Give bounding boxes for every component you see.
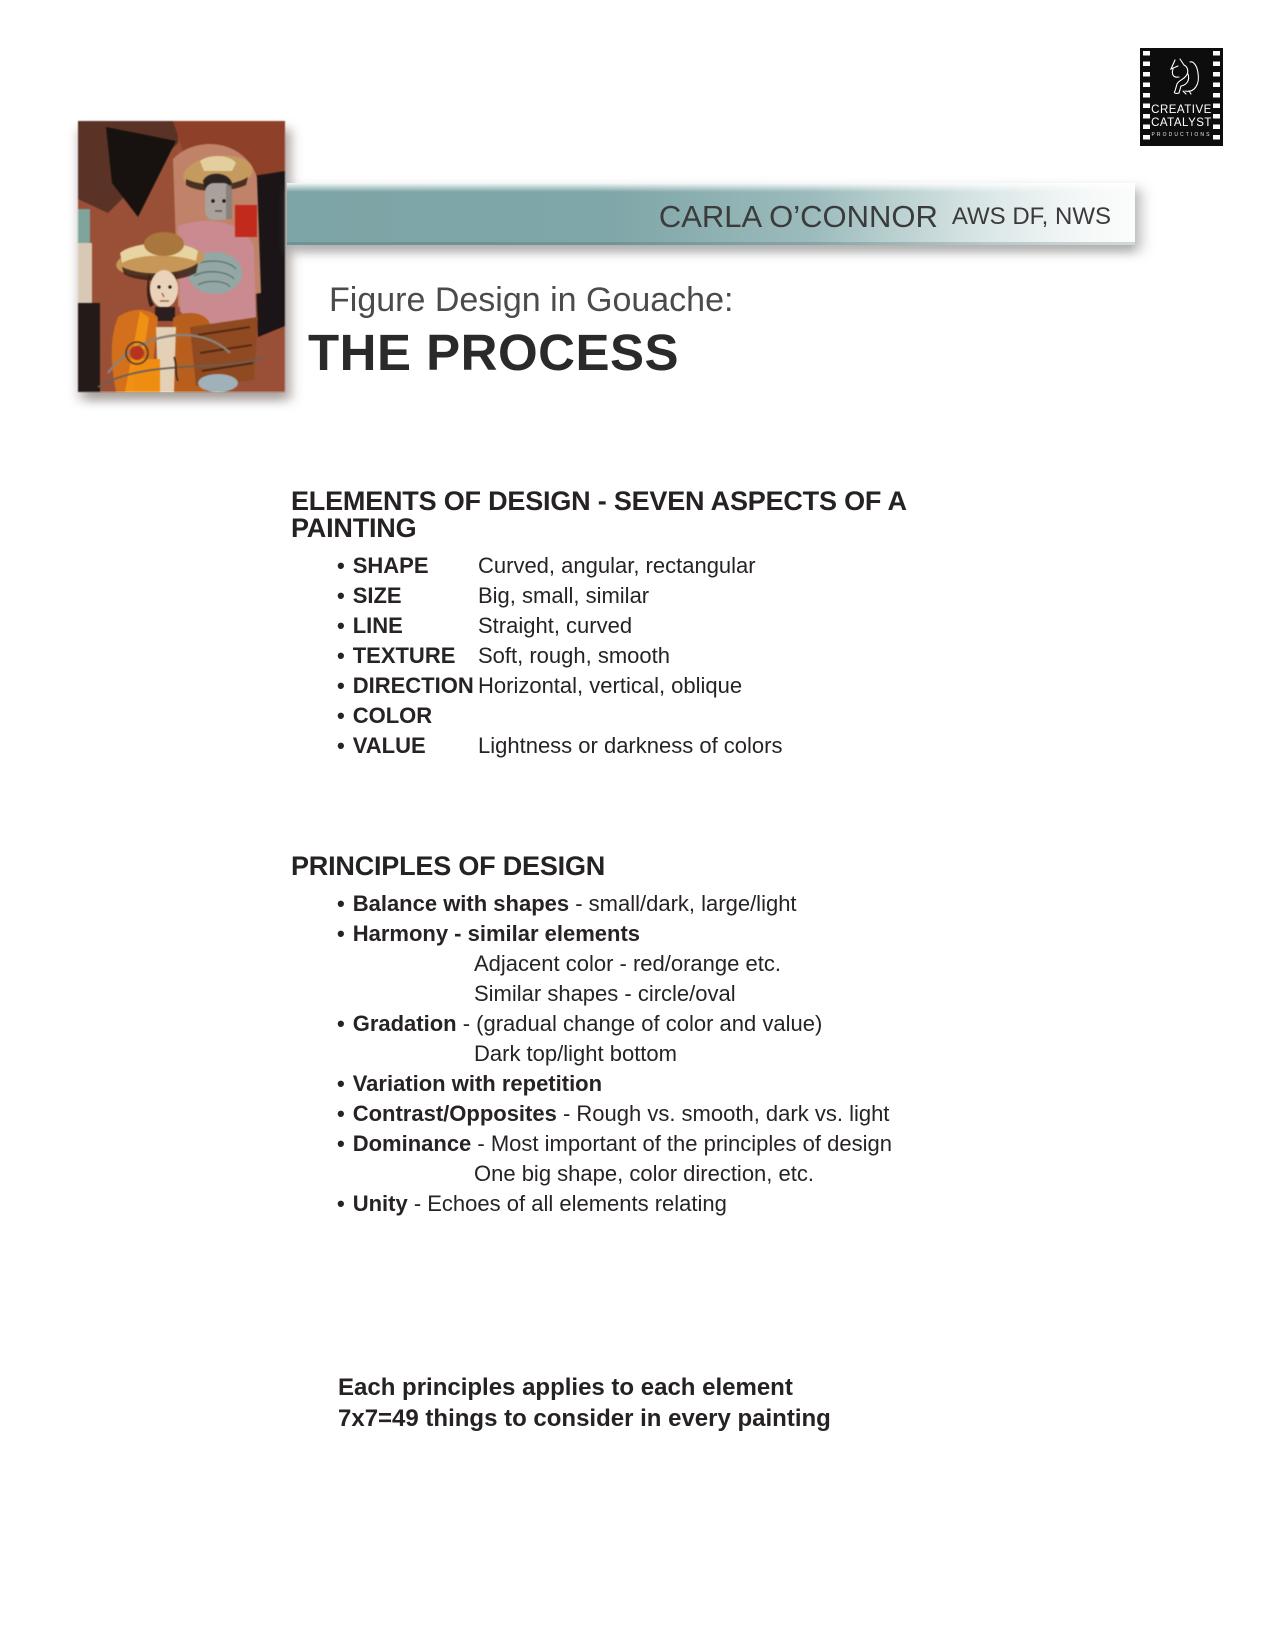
principle-row [337, 1009, 1051, 1039]
principle-subline: Adjacent color - red/orange etc. [474, 951, 781, 976]
principle-term: Unity [352, 1191, 408, 1216]
creative-catalyst-logo [1140, 48, 1223, 146]
elements-heading: ELEMENTS OF DESIGN - SEVEN ASPECTS OF A PAINTING [291, 486, 906, 543]
principle-row [337, 1069, 1051, 1099]
principle-term: Dominance [352, 1131, 472, 1156]
bullet-marker: • [337, 553, 345, 578]
element-term-cell [337, 581, 478, 611]
logo-word-creative: CREATIVE [1151, 104, 1212, 116]
logo-text [1151, 104, 1212, 139]
author-banner [287, 183, 1135, 245]
element-description: Horizontal, vertical, oblique [478, 673, 743, 698]
element-term: LINE [352, 613, 403, 638]
element-description: Lightness or darkness of colors [478, 733, 783, 758]
painting-thumbnail [78, 121, 285, 392]
painting-art [78, 121, 285, 392]
principle-term: Gradation [352, 1011, 457, 1036]
principle-row [337, 1129, 1051, 1159]
element-description: Big, small, similar [478, 583, 650, 608]
principle-subline: One big shape, color direction, etc. [474, 1161, 814, 1186]
principle-term: Contrast/Opposites [352, 1101, 557, 1126]
cat-line-art-icon [1159, 53, 1205, 97]
principles-heading: PRINCIPLES OF DESIGN [291, 851, 606, 881]
element-term-cell [337, 671, 478, 701]
logo-word-productions: PRODUCTIONS [1151, 132, 1212, 138]
element-term: SIZE [352, 583, 402, 608]
element-row [337, 551, 1011, 581]
bullet-marker: • [337, 1131, 345, 1156]
principle-subline: Dark top/light bottom [474, 1041, 677, 1066]
element-row [337, 671, 1011, 701]
bullet-marker: • [337, 1101, 345, 1126]
bullet-marker: • [337, 1011, 345, 1036]
element-term-cell [337, 551, 478, 581]
element-term: SHAPE [352, 553, 429, 578]
element-term: TEXTURE [352, 643, 456, 668]
principle-row [337, 1189, 1051, 1219]
footer-note-line2: 7x7=49 things to consider in every painting [338, 1405, 831, 1432]
bullet-marker: • [337, 1191, 345, 1216]
element-row [337, 701, 1011, 731]
principle-term: Harmony - similar elements [352, 921, 641, 946]
element-description: Curved, angular, rectangular [478, 553, 756, 578]
element-row [337, 731, 1011, 761]
element-row [337, 641, 1011, 671]
elements-section [291, 488, 1011, 761]
bullet-marker: • [337, 583, 345, 608]
footer-note [338, 1372, 831, 1434]
logo-word-catalyst: CATALYST [1151, 117, 1212, 129]
element-term-cell [337, 611, 478, 641]
author-name: CARLA O’CONNOR [658, 198, 938, 234]
element-row [337, 581, 1011, 611]
filmstrip-perforations-right-icon [1213, 51, 1220, 143]
bullet-marker: • [337, 921, 345, 946]
principle-row [337, 919, 1051, 949]
principle-description: - Most important of the principles of design [471, 1131, 892, 1156]
bullet-marker: • [337, 673, 345, 698]
element-term: VALUE [352, 733, 426, 758]
author-credentials: AWS DF, NWS [951, 202, 1111, 230]
element-term: COLOR [352, 703, 433, 728]
principle-description: - (gradual change of color and value) [456, 1011, 823, 1036]
element-description: Straight, curved [478, 613, 633, 638]
principle-subline: Similar shapes - circle/oval [474, 981, 736, 1006]
element-term-cell [337, 641, 478, 671]
footer-note-line1: Each principles applies to each element [338, 1374, 793, 1401]
principles-section [291, 853, 1051, 1219]
principle-row [337, 889, 1051, 919]
element-description [478, 701, 1011, 731]
principles-list [337, 889, 1051, 1219]
element-term-cell [337, 731, 478, 761]
principle-row [337, 1099, 1051, 1129]
principle-term: Balance with shapes [352, 891, 570, 916]
element-description: Soft, rough, smooth [478, 643, 670, 668]
bullet-marker: • [337, 733, 345, 758]
bullet-marker: • [337, 891, 345, 916]
bullet-marker: • [337, 643, 345, 668]
bullet-marker: • [337, 613, 345, 638]
principle-description: - small/dark, large/light [569, 891, 797, 916]
elements-list [337, 551, 1011, 761]
title-block [308, 278, 733, 380]
principle-description: - Rough vs. smooth, dark vs. light [556, 1101, 890, 1126]
bullet-marker: • [337, 1071, 345, 1096]
principle-description: - Echoes of all elements relating [407, 1191, 727, 1216]
bullet-marker: • [337, 703, 345, 728]
element-term-cell [337, 701, 478, 731]
document-subtitle: Figure Design in Gouache: [329, 281, 734, 319]
filmstrip-perforations-left-icon [1143, 51, 1150, 143]
principle-term: Variation with repetition [352, 1071, 603, 1096]
element-term: DIRECTION [352, 673, 474, 698]
element-row [337, 611, 1011, 641]
document-title: THE PROCESS [308, 324, 680, 381]
